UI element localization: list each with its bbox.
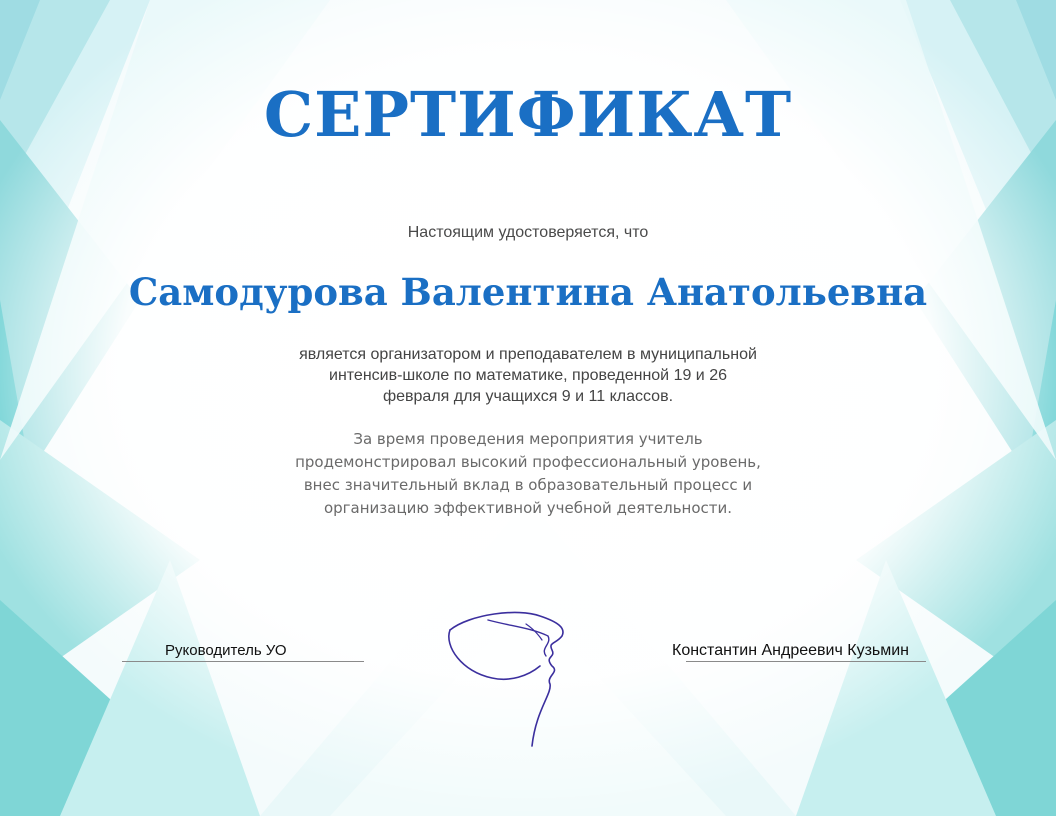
signatory-name: Константин Андреевич Кузьмин — [672, 642, 910, 659]
achievement-paragraph — [228, 344, 828, 407]
recipient-name: Самодурова Валентина Анатольевна — [128, 270, 928, 314]
signature-line-right — [686, 661, 926, 662]
commendation-line: внес значительный вклад в образовательный процесс и — [303, 476, 753, 494]
signature-line-left — [122, 661, 364, 662]
achievement-line: является организатором и преподавателем в муниципальной — [299, 346, 757, 363]
commendation-paragraph — [228, 428, 828, 520]
commendation-line: За время проведения мероприятия учитель — [353, 430, 703, 448]
commendation-line: продемонстрировал высокий профессиональный уровень, — [295, 453, 761, 471]
signatory-role: Руководитель УО — [165, 642, 287, 659]
achievement-line: февраля для учащихся 9 и 11 классов. — [382, 388, 674, 405]
certificate-title: СЕРТИФИКАТ — [263, 78, 793, 151]
intro-text: Настоящим удостоверяется, что — [407, 224, 649, 241]
commendation-line: организацию эффективной учебной деятельности. — [323, 499, 733, 517]
achievement-line: интенсив-школе по математике, проведенной 19 и 26 — [329, 367, 727, 384]
handwritten-signature — [440, 606, 590, 756]
